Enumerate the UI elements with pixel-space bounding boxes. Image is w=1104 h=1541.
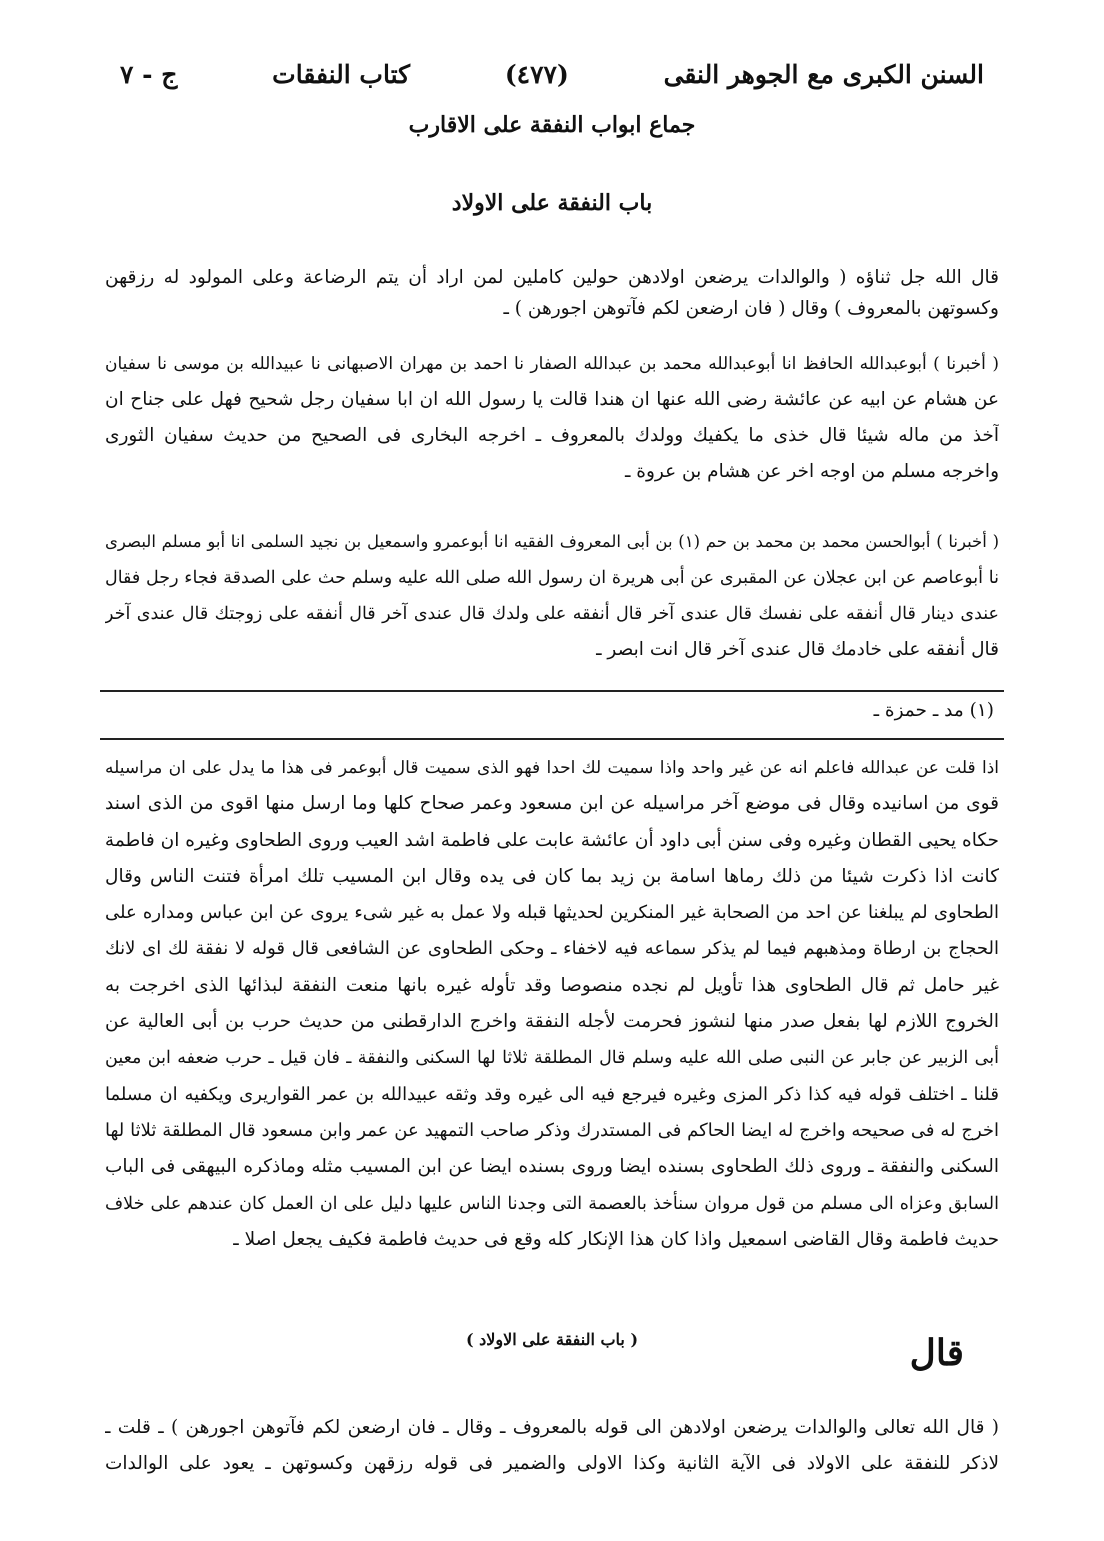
text-line: عن هشام عن ابيه عن عائشة رضى الله عنها ان هندا قالت يا رسول الله ان ابا سفيان رجل شحيح فهل على جناح ان	[105, 389, 999, 410]
paragraph-1	[105, 262, 999, 324]
volume-number: ج - ٧	[120, 59, 178, 89]
text-line: ( أخبرنا ) أبوالحسن محمد بن محمد بن حم (١) بن أبى المعروف الفقيه انا أبوعمرو واسمعيل بن نجيد السلمى انا أبو مسلم البصرى	[105, 532, 999, 551]
commentary-line: ( قال الله تعالى والوالدات يرضعن اولادهن الى قوله بالمعروف ـ وقال ـ فان ارضعن لكم فآتوهن اجورهن ) ـ قلت ـ	[105, 1417, 999, 1438]
page-number: (٤٧٧)	[504, 59, 569, 89]
text-line: ( أخبرنا ) أبوعبدالله الحافظ انا أبوعبدالله محمد بن عبدالله الصفار نا احمد بن مهران الاصبهانى نا عبيدالله بن موسى نا سفيان	[105, 354, 999, 374]
text-line: عندى دينار قال أنفقه على نفسك قال عندى آخر قال أنفقه على ولدك قال عندى آخر قال أنفقه على زوجتك قال عندى آخر	[105, 604, 999, 624]
paragraph-2	[105, 346, 999, 490]
commentary-line: قوى من اسانيده وقال فى موضع آخر مراسيله عن ابن مسعود وعمر صحاح كلها وما ارسل منها اقوى من الذى اسند	[105, 793, 999, 815]
footnote: (١) مد ـ حمزة ـ	[873, 700, 994, 721]
commentary-line: السكنى والنفقة ـ وروى ذلك الطحاوى بسنده ايضا وروى بسنده ايضا عن ابن المسيب مثله وماذكره البيهقى فى الباب	[105, 1156, 999, 1178]
text-line: واخرجه مسلم من اوجه اخر عن هشام بن عروة ـ	[624, 461, 999, 482]
commentary-line: الخروج اللازم لها بفعل صدر منها لنشوز فحرمت لأجله النفقة واخرج الدارقطنى من حديث حرب بن أبى العالية عن	[105, 1011, 999, 1033]
commentary-line: غير حامل ثم قال الطحاوى هذا تأويل لم نجده منصوصا وقد تأوله غيره بانها منعت النفقة لبذائها الذى اخرجت به	[105, 974, 999, 996]
commentary-line: حديث فاطمة وقال القاضى اسمعيل واذا كان هذا الإنكار كله وقع فى حديث فاطمة فكيف يجعل اصلا ـ	[233, 1228, 999, 1250]
text-line: قال الله جل ثناؤه ( والوالدات يرضعن اولادهن حولين كاملين لمن اراد أن يتم الرضاعة وعلى المولود له رزقهن	[105, 267, 999, 288]
commentary-divider	[100, 738, 1004, 740]
book-title: السنن الكبرى مع الجوهر النقى	[663, 59, 984, 89]
text-line: نا أبوعاصم عن ابن عجلان عن المقبرى عن أبى هريرة ان رسول الله صلى الله عليه وسلم حث على الصدقة فجاء رجل فقال	[105, 568, 999, 588]
footnote-divider	[100, 690, 1004, 692]
section-title: باب النفقة على الاولاد	[451, 190, 653, 216]
commentary-line: الحجاج بن ارطاة ومذهبهم فيما لم يذكر سماعه فيه لاخفاء ـ وحكى الطحاوى عن الشافعى قال قوله لا نفقة لك اى لانك	[105, 938, 999, 960]
commentary-line: لاذكر للنفقة على الاولاد فى الآية الثانية وكذا الاولى والضمير فى قوله رزقهن وكسوتهن ـ يعود على الوالدات	[105, 1453, 999, 1474]
commentary-tail	[105, 1410, 999, 1482]
chapter-title: كتاب النفقات	[272, 59, 411, 89]
text-line: آخذ من ماله شيئا قال خذى ما يكفيك وولدك بالمعروف ـ اخرجه البخارى فى الصحيح من حديث سفيان الثورى	[105, 425, 999, 446]
main-title: جماع ابواب النفقة على الاقارب	[408, 112, 696, 138]
page-header	[120, 52, 984, 96]
commentary-qal: قال	[909, 1332, 964, 1374]
commentary	[105, 750, 999, 1258]
commentary-line: كانت اذا ذكرت شيئا من ذلك رماها اسامة بن زيد بما كان فى يده وقال ابن المسيب تلك امرأة فتنت الناس وقال	[105, 865, 999, 887]
commentary-line: اذا قلت عن عبدالله فاعلم انه عن غير واحد واذا سميت لك احدا فهو الذى سميت قال أبوعمر فى هذا ما يدل على ان مراسيله	[105, 758, 999, 778]
text-line: وكسوتهن بالمعروف ) وقال ( فان ارضعن لكم فآتوهن اجورهن ) ـ	[503, 298, 999, 319]
paragraph-3	[105, 524, 999, 668]
commentary-line: أبى الزبير عن جابر عن النبى صلى الله عليه وسلم قال المطلقة ثلاثا لها السكنى والنفقة ـ فان قيل ـ حرب ضعفه ابن معين	[105, 1048, 999, 1069]
commentary-line: حكاه يحيى القطان وغيره وفى سنن أبى داود أن عائشة عابت على فاطمة اشد العيب وروى الطحاوى وغيره ان فاطمة	[105, 829, 999, 851]
commentary-line: قلنا ـ اختلف قوله فيه كذا ذكر المزى وغيره فيرجع فيه الى غيره وقد وثقه عبيدالله بن عمر القواريرى ويكفيه ان مسلما	[105, 1083, 999, 1105]
commentary-line: السابق وعزاه الى مسلم من قول مروان سنأخذ بالعصمة التى وجدنا الناس عليها دليل على ان العمل كان عندهم على خلاف	[105, 1193, 999, 1214]
commentary-line: اخرج له فى صحيحه واخرج له ايضا الحاكم فى المستدرك وذكر صاحب التمهيد عن عمر وابن مسعود قال المطلقة ثلاثا لها	[105, 1119, 999, 1141]
commentary-section-title: ( باب النفقة على الاولاد )	[465, 1330, 639, 1349]
commentary-line: الطحاوى لم يبلغنا عن احد من الصحابة غير المنكرين لحديثها قبله ولا عمل به غير شىء يروى عن ابن عباس ومداره على	[105, 902, 999, 924]
text-line: قال أنفقه على خادمك قال عندى آخر قال انت ابصر ـ	[596, 639, 999, 660]
